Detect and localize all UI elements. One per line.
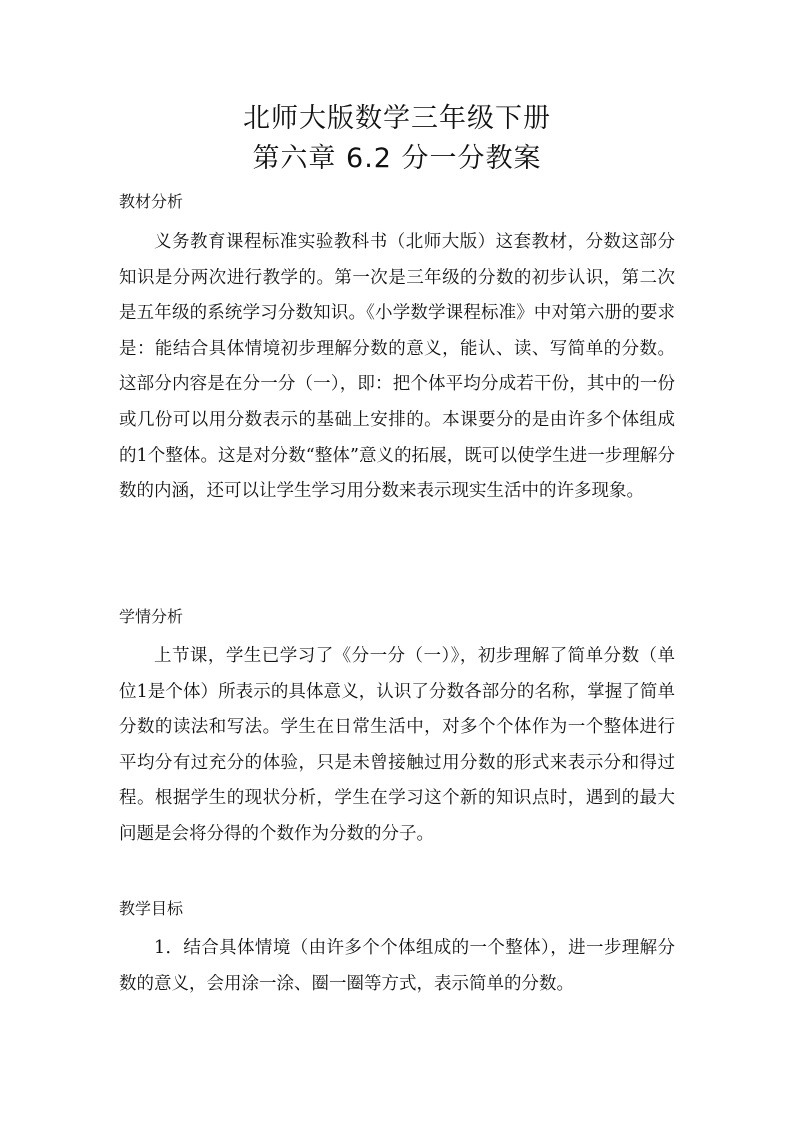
section-paragraph-teaching-goal-1: 1．结合具体情境（由许多个个体组成的一个整体），进一步理解分数的意义，会用涂一涂、圈一圈等方式，表示简单的分数。 xyxy=(119,938,675,994)
section-heading-teaching-goals: 教学目标 xyxy=(119,899,184,918)
document-title: 北师大版数学三年级下册 xyxy=(243,103,551,134)
section-heading-material-analysis: 教材分析 xyxy=(119,192,184,211)
section-paragraph-learner-analysis: 上节课，学生已学习了《分一分（一）》，初步理解了简单分数（单位1是个体）所表示的具体意义，认识了分数各部分的名称，掌握了简单分数的读法和写法。学生在日常生活中，对多个个体作为一个整体进行平均分有过充分的体验，只是未曾接触过用分数的形式来表示分和得过程。根据学生的现状分析，学生在学习这个新的知识点时，遇到的最大问题是会将分得的个数作为分数的分子。 xyxy=(119,646,675,844)
document-subtitle: 第六章 6.2 分一分教案 xyxy=(252,143,542,174)
section-paragraph-material-analysis: 义务教育课程标准实验教科书（北师大版）这套教材，分数这部分知识是分两次进行教学的。第一次是三年级的分数的初步认识，第二次是五年级的系统学习分数知识。《小学数学课程标准》中对第六册的要求是：能结合具体情境初步理解分数的意义，能认、读、写简单的分数。这部分内容是在分一分（一），即：把个体平均分成若干份，其中的一份或几份可以用分数表示的基础上安排的。本课要分的是由许多个体组成的1个整体。这是对分数“整体”意义的拓展，既可以使学生进一步理解分数的内涵，还可以让学生学习用分数来表示现实生活中的许多现象。 xyxy=(119,232,675,502)
section-heading-learner-analysis: 学情分析 xyxy=(119,607,184,626)
